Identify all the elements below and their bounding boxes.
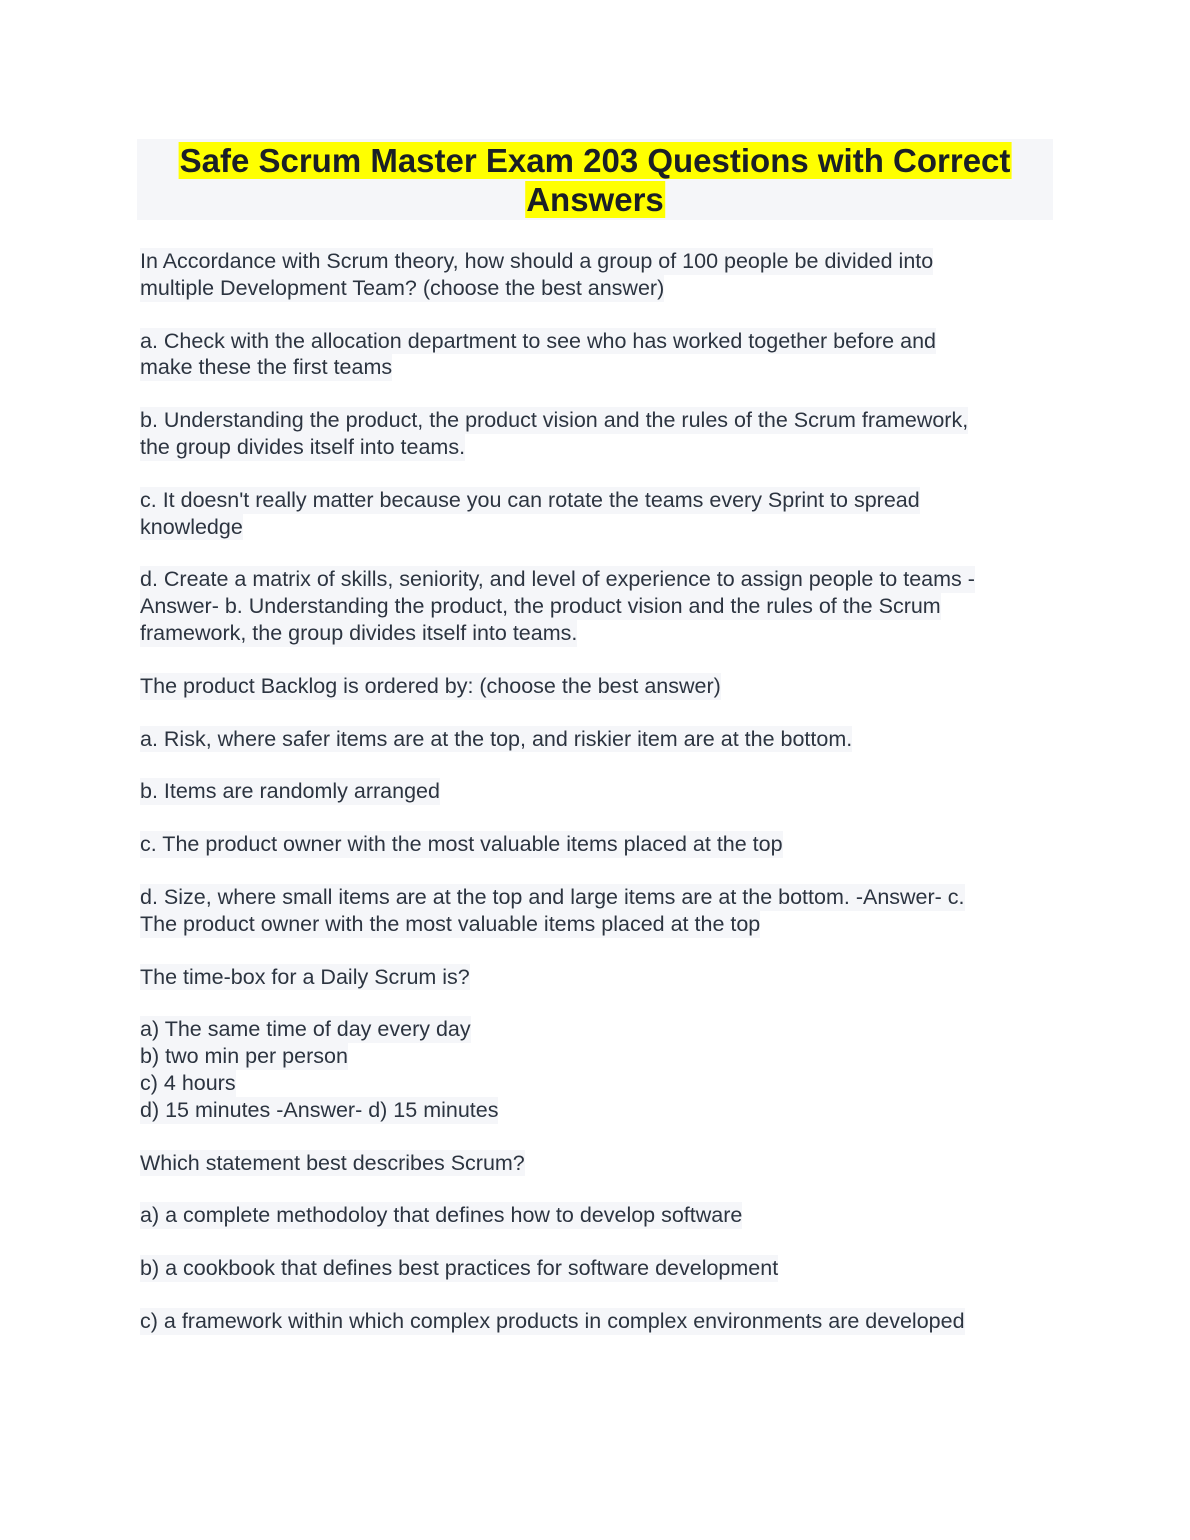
text-line: make these the first teams xyxy=(140,355,393,380)
question-4-stem xyxy=(140,1150,1052,1177)
text-line: b. Understanding the product, the product vision and the rules of the Scrum framework, xyxy=(140,408,969,433)
text-line: The time-box for a Daily Scrum is? xyxy=(140,964,470,989)
document-title-block xyxy=(137,139,1053,220)
question-1-option-c xyxy=(140,487,1052,541)
text-line: d. Size, where small items are at the top and large items are at the bottom. -Answer- c. xyxy=(140,884,965,909)
text-line: knowledge xyxy=(140,514,243,539)
question-1-stem xyxy=(140,248,1052,302)
text-line: b) a cookbook that defines best practices for software development xyxy=(140,1256,779,1281)
text-line: d) 15 minutes -Answer- d) 15 minutes xyxy=(140,1097,499,1122)
question-3-stem xyxy=(140,964,1052,991)
text-line: c. It doesn't really matter because you can rotate the teams every Sprint to spread xyxy=(140,487,920,512)
document-title-line-2: Answers xyxy=(526,181,664,218)
question-2-option-b xyxy=(140,778,1052,805)
text-line: Which statement best describes Scrum? xyxy=(140,1150,525,1175)
question-2-option-a xyxy=(140,726,1052,753)
text-line: a) a complete methodoloy that defines how to develop software xyxy=(140,1203,743,1228)
text-line: c) a framework within which complex products in complex environments are developed xyxy=(140,1308,965,1333)
question-4-option-b xyxy=(140,1255,1052,1282)
question-2-option-d-answer xyxy=(140,884,1052,938)
question-3-options-answer xyxy=(140,1016,1052,1123)
text-line: b) two min per person xyxy=(140,1044,348,1069)
question-1-option-b xyxy=(140,407,1052,461)
text-line: The product owner with the most valuable items placed at the top xyxy=(140,911,761,936)
text-line: the group divides itself into teams. xyxy=(140,434,466,459)
question-1-option-a xyxy=(140,328,1052,382)
text-line: d. Create a matrix of skills, seniority, and level of experience to assign people to teams - xyxy=(140,567,975,592)
text-line: framework, the group divides itself into teams. xyxy=(140,620,578,645)
document-body xyxy=(140,248,1052,1361)
question-4-option-c xyxy=(140,1308,1052,1335)
text-line: b. Items are randomly arranged xyxy=(140,779,440,804)
text-line: multiple Development Team? (choose the best answer) xyxy=(140,275,665,300)
document-title-line-1: Safe Scrum Master Exam 203 Questions with Correct xyxy=(179,142,1011,179)
text-line: a. Risk, where safer items are at the top, and riskier item are at the bottom. xyxy=(140,726,853,751)
question-2-option-c xyxy=(140,831,1052,858)
question-1-option-d-answer xyxy=(140,566,1052,646)
question-2-stem xyxy=(140,673,1052,700)
text-line: c. The product owner with the most valuable items placed at the top xyxy=(140,832,783,857)
text-line: Answer- b. Understanding the product, the product vision and the rules of the Scrum xyxy=(140,594,941,619)
text-line: a) The same time of day every day xyxy=(140,1017,471,1042)
text-line: In Accordance with Scrum theory, how should a group of 100 people be divided into xyxy=(140,249,934,273)
text-line: a. Check with the allocation department to see who has worked together before and xyxy=(140,328,936,353)
text-line: c) 4 hours xyxy=(140,1070,236,1095)
question-4-option-a xyxy=(140,1202,1052,1229)
text-line: The product Backlog is ordered by: (choose the best answer) xyxy=(140,673,721,698)
